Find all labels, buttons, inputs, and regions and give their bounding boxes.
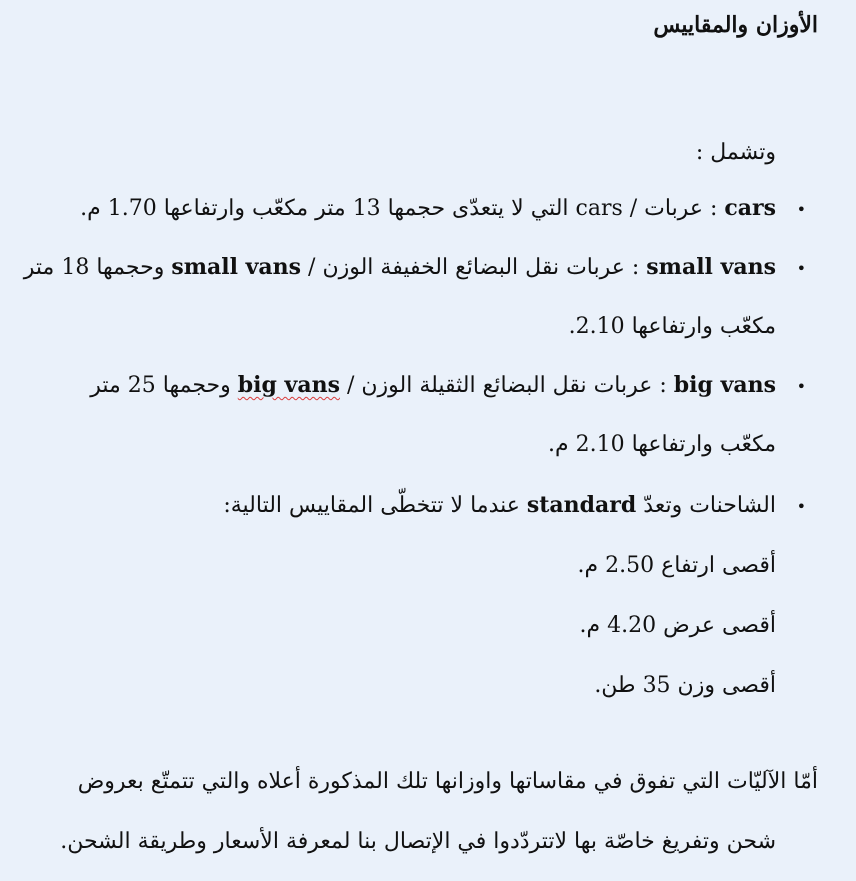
list-item-text: : عربات نقل البضائع الخفيفة الوزن / [301,255,647,280]
term-big-vans: big vans [673,372,776,398]
term-big-vans-spellcheck: big vans [237,372,340,398]
list-item-small-vans-continued: مكعّب وارتفاعها 2.10. [568,314,776,339]
list-item-small-vans [24,252,776,283]
list-item-text: وحجمها 18 متر [23,255,172,280]
limit-height: أقصى ارتفاع 2.50 م. [577,553,776,578]
term-small-vans-2: small vans [171,254,302,280]
bullet-marker: • [796,200,806,219]
list-item-trucks [223,490,776,521]
term-cars: cars [724,195,776,221]
document-title: الأوزان والمقاييس [653,12,818,38]
list-item-text: وحجمها 25 متر [90,373,238,398]
list-item-text: الشاحنات وتعدّ [636,493,776,518]
intro-text: وتشمل : [695,140,776,165]
bullet-marker: • [796,497,806,516]
closing-paragraph-line-2: شحن وتفريغ خاصّة بها لاتتردّدوا في الإتصال بنا لمعرفة الأسعار وطريقة الشحن. [60,829,776,854]
bullet-marker: • [796,377,806,396]
limit-width: أقصى عرض 4.20 م. [579,613,776,638]
list-item-cars [80,193,776,224]
limit-weight: أقصى وزن 35 طن. [594,673,776,698]
list-item-text: عندما لا تتخطّى المقاييس التالية: [223,493,527,518]
list-item-big-vans [90,370,776,401]
bullet-marker: • [796,259,806,278]
closing-paragraph-line-1: أمّا الآليّات التي تفوق في مقاساتها واوزانها تلك المذكورة أعلاه والتي تتمتّع بعروض [77,769,818,794]
term-standard: standard [526,492,637,518]
list-item-text: : عربات / cars التي لا يتعدّى حجمها 13 متر مكعّب وارتفاعها 1.70 م. [80,196,725,221]
term-small-vans: small vans [646,254,776,280]
list-item-big-vans-continued: مكعّب وارتفاعها 2.10 م. [547,432,776,457]
list-item-text: : عربات نقل البضائع الثقيلة الوزن / [339,373,674,398]
